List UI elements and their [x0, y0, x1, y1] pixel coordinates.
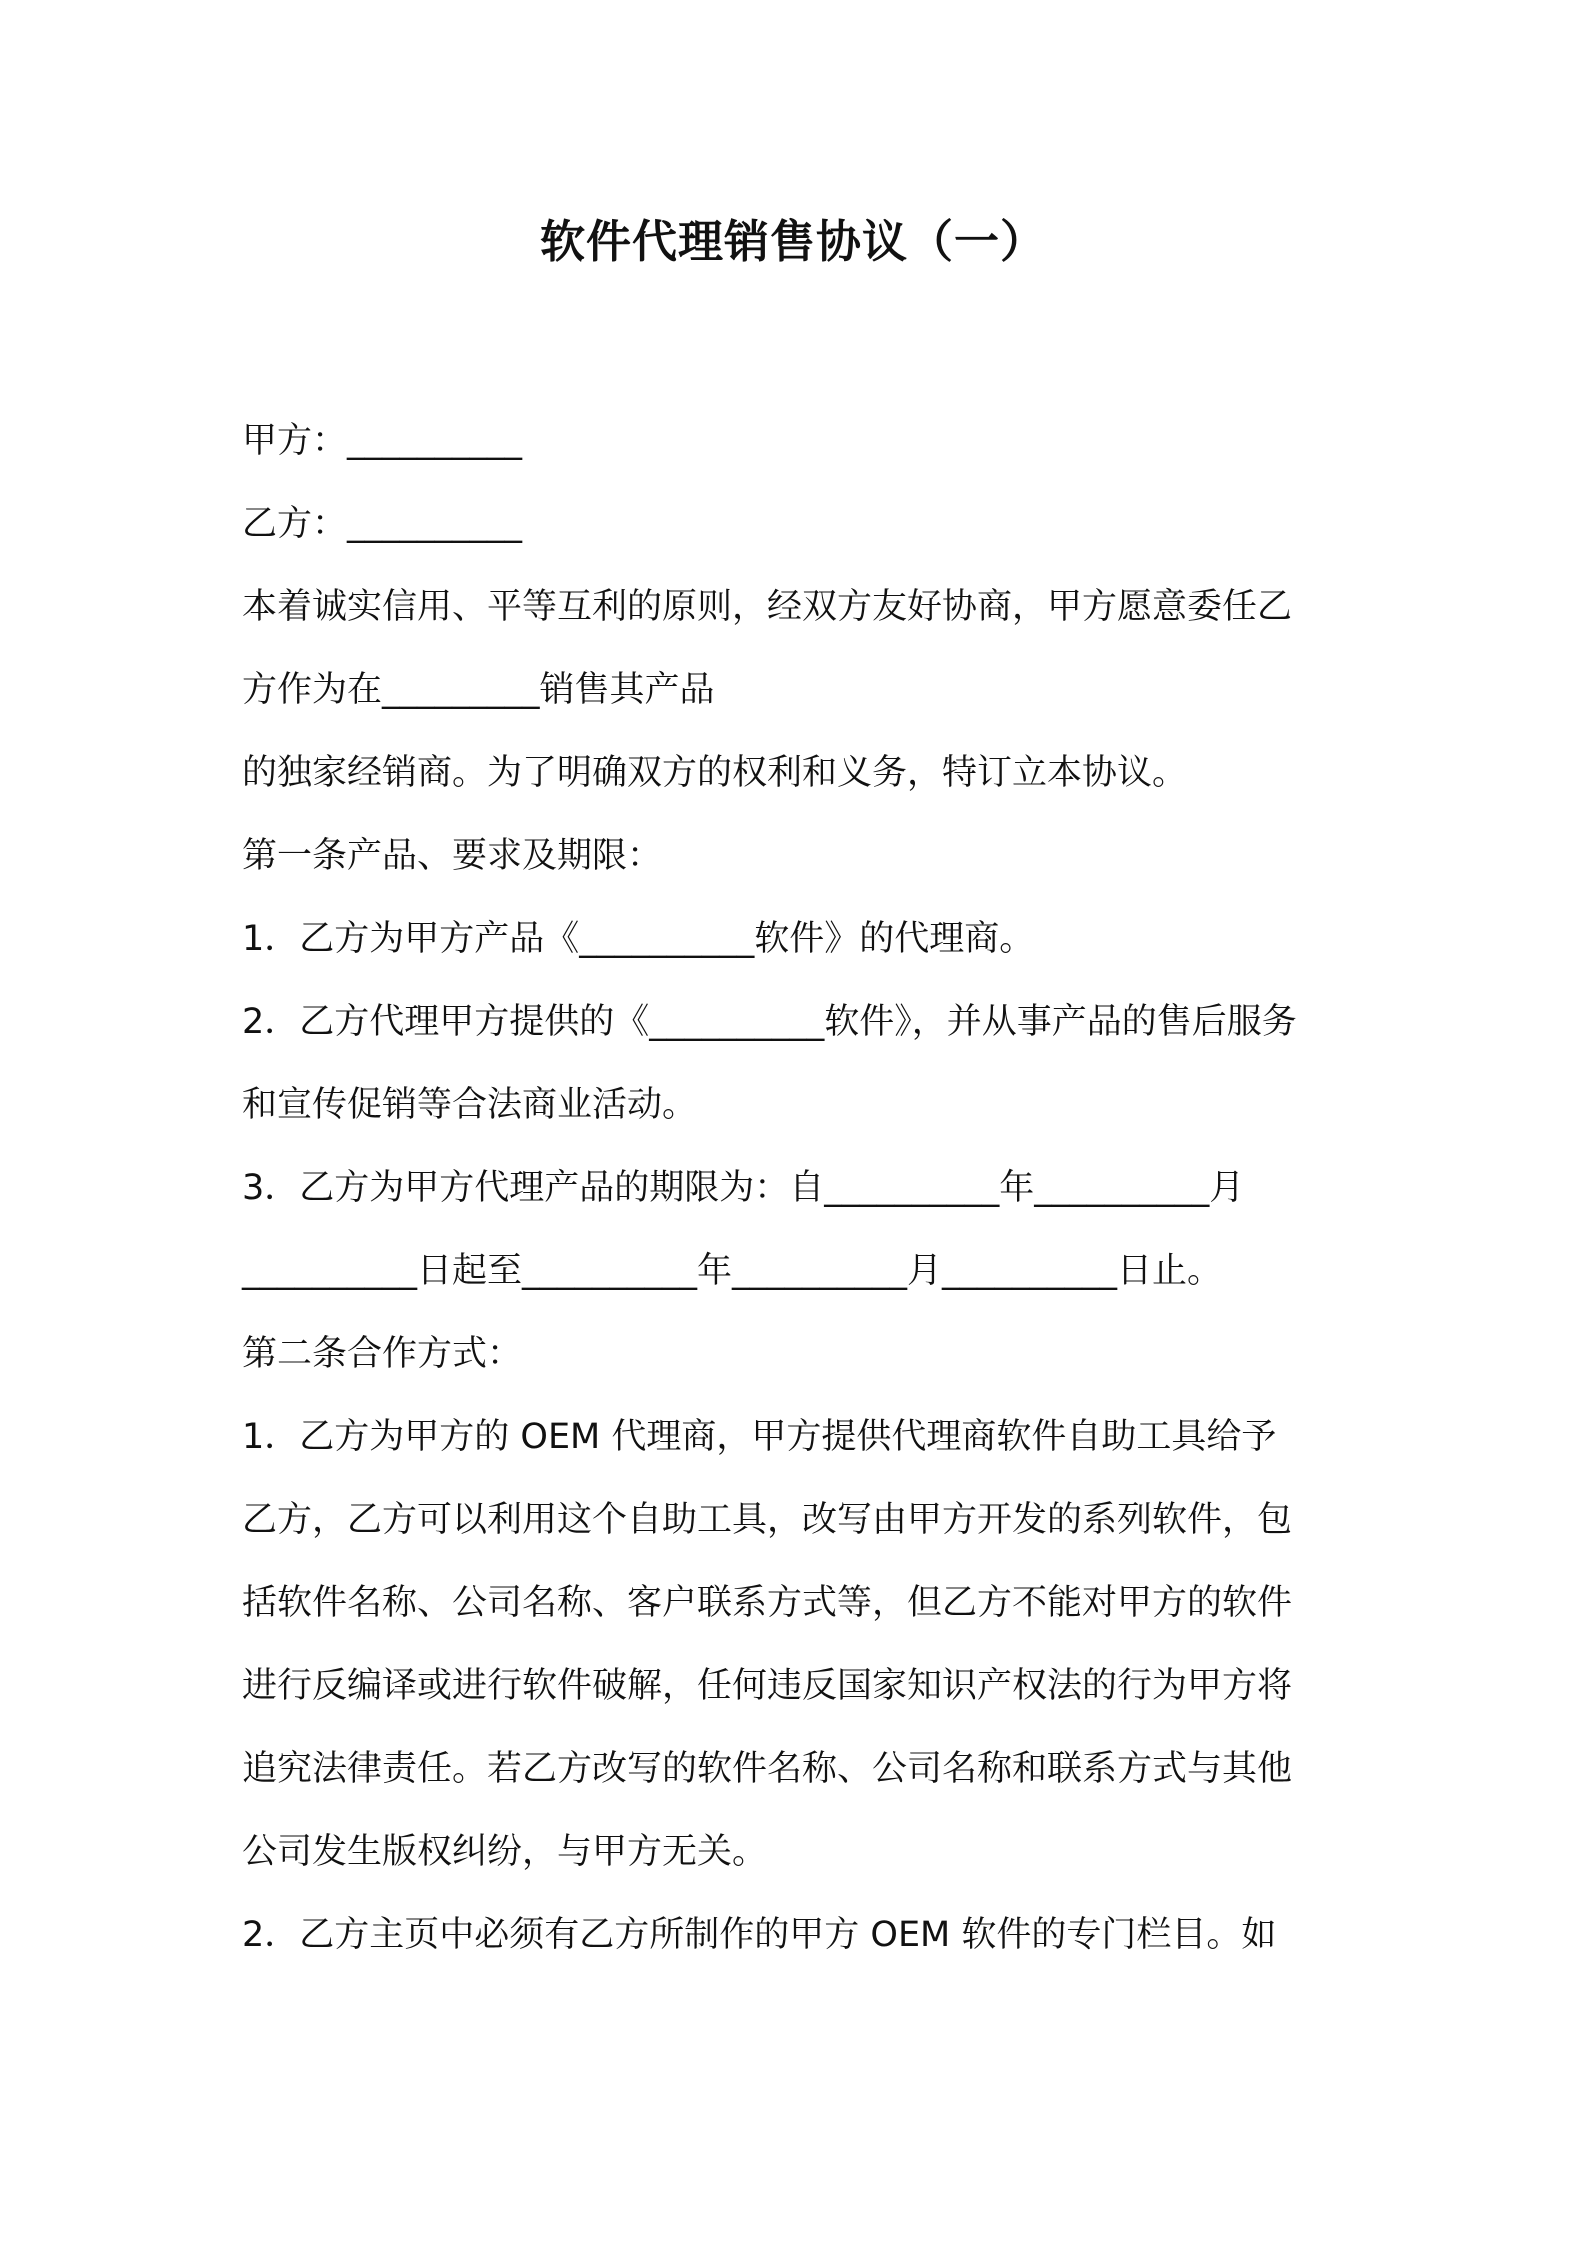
article-2-heading: 第二条合作方式： [242, 1334, 523, 1374]
article-1-item-3-line-1: 3．乙方为甲方代理产品的期限为：自__________年__________月 [242, 1168, 1245, 1208]
party-b-line: 乙方：__________ [242, 504, 523, 544]
document-title: 软件代理销售协议（一） [539, 215, 1046, 268]
article-1-heading: 第一条产品、要求及期限： [242, 836, 663, 876]
preamble-line-3: 的独家经销商。为了明确双方的权利和义务，特订立本协议。 [242, 753, 1188, 793]
document-body [242, 400, 1362, 1977]
article-1-item-2-line-1: 2．乙方代理甲方提供的《__________软件》，并从事产品的售后服务 [242, 1002, 1297, 1042]
article-2-item-2-line-1: 2．乙方主页中必须有乙方所制作的甲方 OEM 软件的专门栏目。如 [242, 1915, 1277, 1955]
article-2-item-1-line-5: 追究法律责任。若乙方改写的软件名称、公司名称和联系方式与其他 [242, 1749, 1293, 1789]
article-1-item-1: 1．乙方为甲方产品《__________软件》的代理商。 [242, 919, 1035, 959]
article-1-item-2-line-2: 和宣传促销等合法商业活动。 [242, 1085, 698, 1125]
article-2-item-1-line-6: 公司发生版权纠纷，与甲方无关。 [242, 1832, 768, 1872]
preamble-line-1: 本着诚实信用、平等互利的原则，经双方友好协商，甲方愿意委任乙 [242, 587, 1293, 627]
preamble-line-2: 方作为在_________销售其产品 [242, 670, 715, 710]
article-2-item-1-line-3: 括软件名称、公司名称、客户联系方式等，但乙方不能对甲方的软件 [242, 1583, 1293, 1623]
party-a-line: 甲方：__________ [242, 421, 523, 461]
article-2-item-1-line-1: 1．乙方为甲方的 OEM 代理商，甲方提供代理商软件自助工具给予 [242, 1417, 1277, 1457]
article-1-item-3-line-2: __________日起至__________年__________月__________日止。 [242, 1251, 1223, 1291]
article-2-item-1-line-2: 乙方，乙方可以利用这个自助工具，改写由甲方开发的系列软件，包 [242, 1500, 1293, 1540]
article-2-item-1-line-4: 进行反编译或进行软件破解，任何违反国家知识产权法的行为甲方将 [242, 1666, 1293, 1706]
